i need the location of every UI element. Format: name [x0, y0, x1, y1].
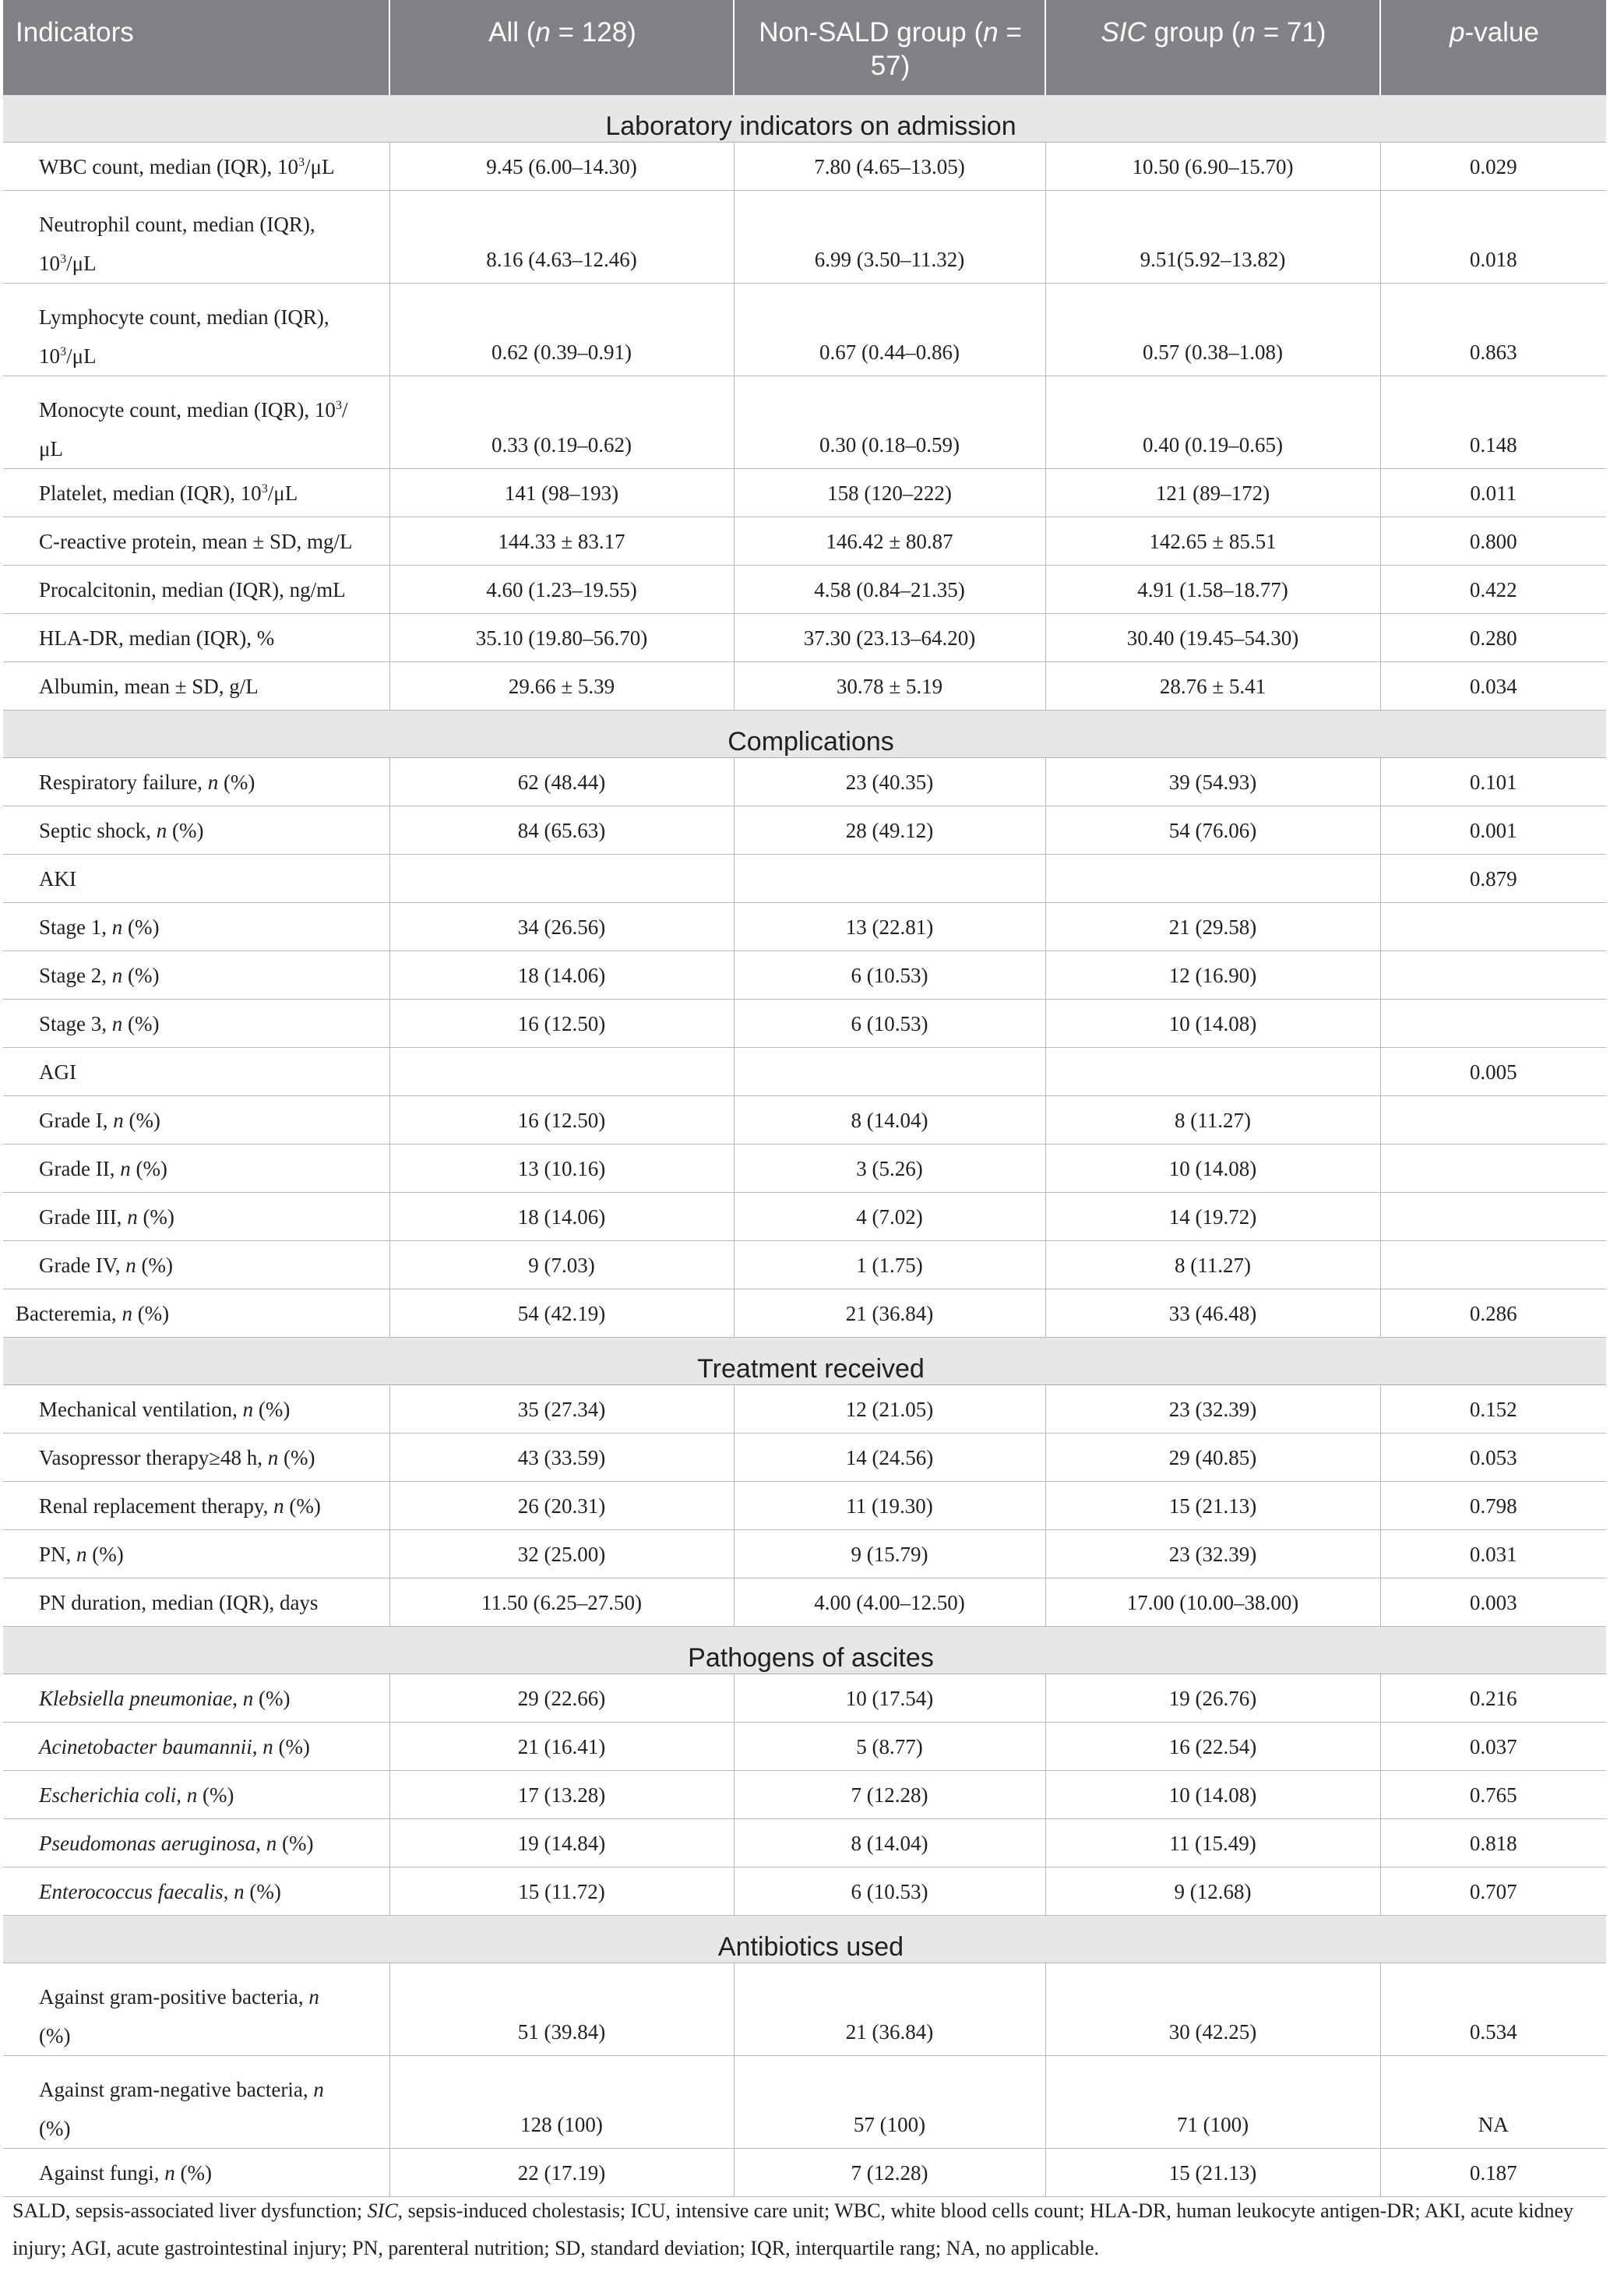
table-row [3, 1144, 1606, 1193]
table-row [3, 1578, 1606, 1627]
cell-p-value: 0.879 [1380, 855, 1606, 903]
cell-sic: 10.50 (6.90–15.70) [1045, 143, 1380, 191]
cell-non-sald: 11 (19.30) [734, 1482, 1045, 1530]
row-label: Acinetobacter baumannii, n (%) [3, 1723, 389, 1771]
cell-p-value [1380, 1000, 1606, 1048]
cell-non-sald [734, 1048, 1045, 1096]
table-row [3, 1289, 1606, 1338]
section-title: Antibiotics used [3, 1916, 1606, 1963]
table-row [3, 1241, 1606, 1289]
table-container [3, 0, 1606, 2197]
cell-all: 18 (14.06) [389, 951, 734, 1000]
cell-all: 22 (17.19) [389, 2149, 734, 2197]
row-label: Grade I, n (%) [3, 1096, 389, 1144]
cell-p-value: 0.280 [1380, 614, 1606, 662]
table-row [3, 1385, 1606, 1434]
table-row [3, 1193, 1606, 1241]
row-label: Against gram-negative bacteria, n (%) [3, 2056, 389, 2149]
cell-sic: 9 (12.68) [1045, 1867, 1380, 1916]
table-row [3, 903, 1606, 951]
cell-p-value: 0.800 [1380, 517, 1606, 566]
table-row [3, 1048, 1606, 1096]
cell-sic: 10 (14.08) [1045, 1144, 1380, 1193]
row-label: Stage 3, n (%) [3, 1000, 389, 1048]
cell-all: 32 (25.00) [389, 1530, 734, 1578]
table-row [3, 191, 1606, 284]
cell-sic [1045, 1048, 1380, 1096]
table-footnote: SALD, sepsis-associated liver dysfunction; SIC, sepsis-induced cholestasis; ICU, intensive care unit; WBC, white blood cells count; HLA-DR, human leukocyte antigen-DR; AKI, acute kidney injury; AGI, acute gastrointestinal injury; PN, parenteral nutrition; SD, standard deviation; IQR, interquartile rang; NA, no applicable. [12, 2199, 1574, 2259]
cell-sic [1045, 855, 1380, 903]
row-label: Bacteremia, n (%) [3, 1289, 389, 1338]
cell-all: 9.45 (6.00–14.30) [389, 143, 734, 191]
table-row [3, 758, 1606, 806]
row-label: Albumin, mean ± SD, g/L [3, 662, 389, 711]
header-indicators: Indicators [3, 0, 389, 95]
cell-sic: 8 (11.27) [1045, 1096, 1380, 1144]
cell-all: 128 (100) [389, 2056, 734, 2149]
cell-non-sald: 6 (10.53) [734, 1867, 1045, 1916]
cell-sic: 23 (32.39) [1045, 1530, 1380, 1578]
row-label: Enterococcus faecalis, n (%) [3, 1867, 389, 1916]
cell-sic: 142.65 ± 85.51 [1045, 517, 1380, 566]
cell-all: 34 (26.56) [389, 903, 734, 951]
row-label: Neutrophil count, median (IQR), $10^3/\mu L$ [3, 191, 389, 284]
cell-non-sald: 6.99 (3.50–11.32) [734, 191, 1045, 284]
cell-p-value: 0.031 [1380, 1530, 1606, 1578]
cell-sic: 12 (16.90) [1045, 951, 1380, 1000]
cell-sic: 121 (89–172) [1045, 469, 1380, 517]
cell-all: 4.60 (1.23–19.55) [389, 566, 734, 614]
cell-non-sald: 6 (10.53) [734, 1000, 1045, 1048]
row-label: Against gram-positive bacteria, n (%) [3, 1963, 389, 2056]
cell-p-value: 0.005 [1380, 1048, 1606, 1096]
cell-all: 26 (20.31) [389, 1482, 734, 1530]
table-row [3, 143, 1606, 191]
cell-all: 17 (13.28) [389, 1771, 734, 1819]
section-row [3, 711, 1606, 758]
row-label: Septic shock, n (%) [3, 806, 389, 855]
cell-non-sald: 14 (24.56) [734, 1434, 1045, 1482]
cell-non-sald: 6 (10.53) [734, 951, 1045, 1000]
cell-all: 51 (39.84) [389, 1963, 734, 2056]
row-label: Procalcitonin, median (IQR), ng/mL [3, 566, 389, 614]
table-row [3, 1096, 1606, 1144]
cell-non-sald: 0.30 (0.18–0.59) [734, 376, 1045, 469]
cell-all: 29.66 ± 5.39 [389, 662, 734, 711]
header-row [3, 0, 1606, 95]
cell-all: 0.33 (0.19–0.62) [389, 376, 734, 469]
cell-non-sald: 146.42 ± 80.87 [734, 517, 1045, 566]
row-label: Monocyte count, median (IQR), $10^3/$ μL [3, 376, 389, 469]
table-row [3, 1434, 1606, 1482]
cell-p-value: 0.034 [1380, 662, 1606, 711]
cell-p-value: 0.001 [1380, 806, 1606, 855]
cell-sic: 4.91 (1.58–18.77) [1045, 566, 1380, 614]
cell-all: 29 (22.66) [389, 1674, 734, 1723]
cell-p-value: 0.011 [1380, 469, 1606, 517]
row-label: Klebsiella pneumoniae, n (%) [3, 1674, 389, 1723]
cell-all: 11.50 (6.25–27.50) [389, 1578, 734, 1627]
row-label: PN duration, median (IQR), days [3, 1578, 389, 1627]
header-p-value: p-value [1380, 0, 1606, 95]
cell-p-value [1380, 903, 1606, 951]
cell-p-value: 0.286 [1380, 1289, 1606, 1338]
cell-all: 144.33 ± 83.17 [389, 517, 734, 566]
cell-all: 141 (98–193) [389, 469, 734, 517]
table-row [3, 951, 1606, 1000]
cell-p-value: 0.422 [1380, 566, 1606, 614]
cell-p-value: NA [1380, 2056, 1606, 2149]
row-label: Grade II, n (%) [3, 1144, 389, 1193]
cell-all: 21 (16.41) [389, 1723, 734, 1771]
cell-all: 13 (10.16) [389, 1144, 734, 1193]
cell-sic: 15 (21.13) [1045, 1482, 1380, 1530]
cell-sic: 33 (46.48) [1045, 1289, 1380, 1338]
cell-all: 84 (65.63) [389, 806, 734, 855]
header-sic: SIC group (n = 71) [1045, 0, 1380, 95]
cell-p-value: 0.765 [1380, 1771, 1606, 1819]
cell-all [389, 1048, 734, 1096]
row-label: Escherichia coli, n (%) [3, 1771, 389, 1819]
cell-non-sald: 5 (8.77) [734, 1723, 1045, 1771]
row-label: Grade III, n (%) [3, 1193, 389, 1241]
table-row [3, 1674, 1606, 1723]
cell-all: 16 (12.50) [389, 1000, 734, 1048]
row-label: Respiratory failure, n (%) [3, 758, 389, 806]
results-table [3, 0, 1606, 2197]
cell-p-value: 0.148 [1380, 376, 1606, 469]
section-row [3, 1338, 1606, 1385]
row-label: Pseudomonas aeruginosa, n (%) [3, 1819, 389, 1867]
cell-p-value: 0.863 [1380, 284, 1606, 376]
table-row [3, 2149, 1606, 2197]
cell-sic: 9.51(5.92–13.82) [1045, 191, 1380, 284]
row-label: PN, n (%) [3, 1530, 389, 1578]
cell-all: 18 (14.06) [389, 1193, 734, 1241]
cell-non-sald: 7 (12.28) [734, 1771, 1045, 1819]
table-row [3, 469, 1606, 517]
section-title: Pathogens of ascites [3, 1627, 1606, 1674]
cell-non-sald: 4.00 (4.00–12.50) [734, 1578, 1045, 1627]
cell-all: 0.62 (0.39–0.91) [389, 284, 734, 376]
row-label: Grade IV, n (%) [3, 1241, 389, 1289]
section-row [3, 95, 1606, 143]
table-row [3, 1000, 1606, 1048]
cell-all: 62 (48.44) [389, 758, 734, 806]
row-label: C-reactive protein, mean ± SD, mg/L [3, 517, 389, 566]
cell-non-sald: 3 (5.26) [734, 1144, 1045, 1193]
cell-all: 9 (7.03) [389, 1241, 734, 1289]
row-label: Stage 2, n (%) [3, 951, 389, 1000]
cell-sic: 39 (54.93) [1045, 758, 1380, 806]
cell-p-value: 0.053 [1380, 1434, 1606, 1482]
row-label: Vasopressor therapy≥48 h, n (%) [3, 1434, 389, 1482]
table-row [3, 1963, 1606, 2056]
table-row [3, 1819, 1606, 1867]
row-label: Stage 1, n (%) [3, 903, 389, 951]
header-all: All (n = 128) [389, 0, 734, 95]
table-row [3, 662, 1606, 711]
cell-non-sald: 21 (36.84) [734, 1289, 1045, 1338]
cell-sic: 30 (42.25) [1045, 1963, 1380, 2056]
row-label: AKI [3, 855, 389, 903]
cell-sic: 11 (15.49) [1045, 1819, 1380, 1867]
section-row [3, 1916, 1606, 1963]
cell-all: 35 (27.34) [389, 1385, 734, 1434]
cell-sic: 23 (32.39) [1045, 1385, 1380, 1434]
cell-non-sald: 37.30 (23.13–64.20) [734, 614, 1045, 662]
cell-sic: 71 (100) [1045, 2056, 1380, 2149]
cell-p-value [1380, 1193, 1606, 1241]
cell-non-sald: 158 (120–222) [734, 469, 1045, 517]
table-row [3, 1771, 1606, 1819]
cell-sic: 19 (26.76) [1045, 1674, 1380, 1723]
cell-non-sald: 21 (36.84) [734, 1963, 1045, 2056]
cell-all: 35.10 (19.80–56.70) [389, 614, 734, 662]
section-title: Complications [3, 711, 1606, 758]
section-title: Laboratory indicators on admission [3, 95, 1606, 143]
cell-sic: 10 (14.08) [1045, 1771, 1380, 1819]
cell-non-sald: 57 (100) [734, 2056, 1045, 2149]
cell-p-value: 0.216 [1380, 1674, 1606, 1723]
cell-p-value: 0.003 [1380, 1578, 1606, 1627]
cell-p-value: 0.101 [1380, 758, 1606, 806]
cell-non-sald: 7.80 (4.65–13.05) [734, 143, 1045, 191]
section-title: Treatment received [3, 1338, 1606, 1385]
cell-sic: 15 (21.13) [1045, 2149, 1380, 2197]
cell-all: 8.16 (4.63–12.46) [389, 191, 734, 284]
cell-sic: 29 (40.85) [1045, 1434, 1380, 1482]
cell-sic: 0.40 (0.19–0.65) [1045, 376, 1380, 469]
cell-sic: 0.57 (0.38–1.08) [1045, 284, 1380, 376]
cell-sic: 54 (76.06) [1045, 806, 1380, 855]
cell-non-sald: 9 (15.79) [734, 1530, 1045, 1578]
row-label: HLA-DR, median (IQR), % [3, 614, 389, 662]
table-row [3, 614, 1606, 662]
cell-non-sald: 12 (21.05) [734, 1385, 1045, 1434]
cell-p-value: 0.798 [1380, 1482, 1606, 1530]
row-label: Against fungi, n (%) [3, 2149, 389, 2197]
cell-non-sald: 8 (14.04) [734, 1096, 1045, 1144]
cell-all: 15 (11.72) [389, 1867, 734, 1916]
cell-sic: 16 (22.54) [1045, 1723, 1380, 1771]
cell-p-value [1380, 1144, 1606, 1193]
row-label: Mechanical ventilation, n (%) [3, 1385, 389, 1434]
cell-non-sald: 8 (14.04) [734, 1819, 1045, 1867]
table-row [3, 2056, 1606, 2149]
row-label: WBC count, median (IQR), $10^3/\mu L$ [3, 143, 389, 191]
cell-p-value: 0.152 [1380, 1385, 1606, 1434]
row-label: AGI [3, 1048, 389, 1096]
cell-sic: 10 (14.08) [1045, 1000, 1380, 1048]
cell-p-value: 0.037 [1380, 1723, 1606, 1771]
table-row [3, 1530, 1606, 1578]
cell-non-sald: 28 (49.12) [734, 806, 1045, 855]
section-row [3, 1627, 1606, 1674]
cell-non-sald: 4.58 (0.84–21.35) [734, 566, 1045, 614]
cell-p-value: 0.534 [1380, 1963, 1606, 2056]
table-row [3, 517, 1606, 566]
cell-p-value: 0.818 [1380, 1819, 1606, 1867]
table-row [3, 376, 1606, 469]
cell-non-sald: 23 (40.35) [734, 758, 1045, 806]
cell-non-sald: 0.67 (0.44–0.86) [734, 284, 1045, 376]
cell-p-value: 0.707 [1380, 1867, 1606, 1916]
cell-sic: 14 (19.72) [1045, 1193, 1380, 1241]
cell-p-value: 0.187 [1380, 2149, 1606, 2197]
cell-non-sald: 1 (1.75) [734, 1241, 1045, 1289]
row-label: Renal replacement therapy, n (%) [3, 1482, 389, 1530]
table-row [3, 1723, 1606, 1771]
cell-p-value [1380, 951, 1606, 1000]
table-row [3, 806, 1606, 855]
cell-all: 16 (12.50) [389, 1096, 734, 1144]
cell-p-value [1380, 1096, 1606, 1144]
row-label: Platelet, median (IQR), $10^3/\mu L$ [3, 469, 389, 517]
table-row [3, 1482, 1606, 1530]
table-row [3, 1867, 1606, 1916]
cell-sic: 28.76 ± 5.41 [1045, 662, 1380, 711]
header-non-sald: Non-SALD group (n = 57) [734, 0, 1045, 95]
cell-sic: 8 (11.27) [1045, 1241, 1380, 1289]
cell-all: 54 (42.19) [389, 1289, 734, 1338]
cell-all: 19 (14.84) [389, 1819, 734, 1867]
cell-sic: 21 (29.58) [1045, 903, 1380, 951]
cell-non-sald: 7 (12.28) [734, 2149, 1045, 2197]
table-row [3, 566, 1606, 614]
cell-all [389, 855, 734, 903]
cell-all: 43 (33.59) [389, 1434, 734, 1482]
cell-non-sald [734, 855, 1045, 903]
table-row [3, 284, 1606, 376]
cell-p-value: 0.018 [1380, 191, 1606, 284]
row-label: Lymphocyte count, median (IQR), $10^3/\mu L$ [3, 284, 389, 376]
cell-p-value: 0.029 [1380, 143, 1606, 191]
cell-non-sald: 10 (17.54) [734, 1674, 1045, 1723]
cell-sic: 17.00 (10.00–38.00) [1045, 1578, 1380, 1627]
cell-p-value [1380, 1241, 1606, 1289]
table-row [3, 855, 1606, 903]
cell-non-sald: 13 (22.81) [734, 903, 1045, 951]
cell-non-sald: 30.78 ± 5.19 [734, 662, 1045, 711]
cell-sic: 30.40 (19.45–54.30) [1045, 614, 1380, 662]
cell-non-sald: 4 (7.02) [734, 1193, 1045, 1241]
